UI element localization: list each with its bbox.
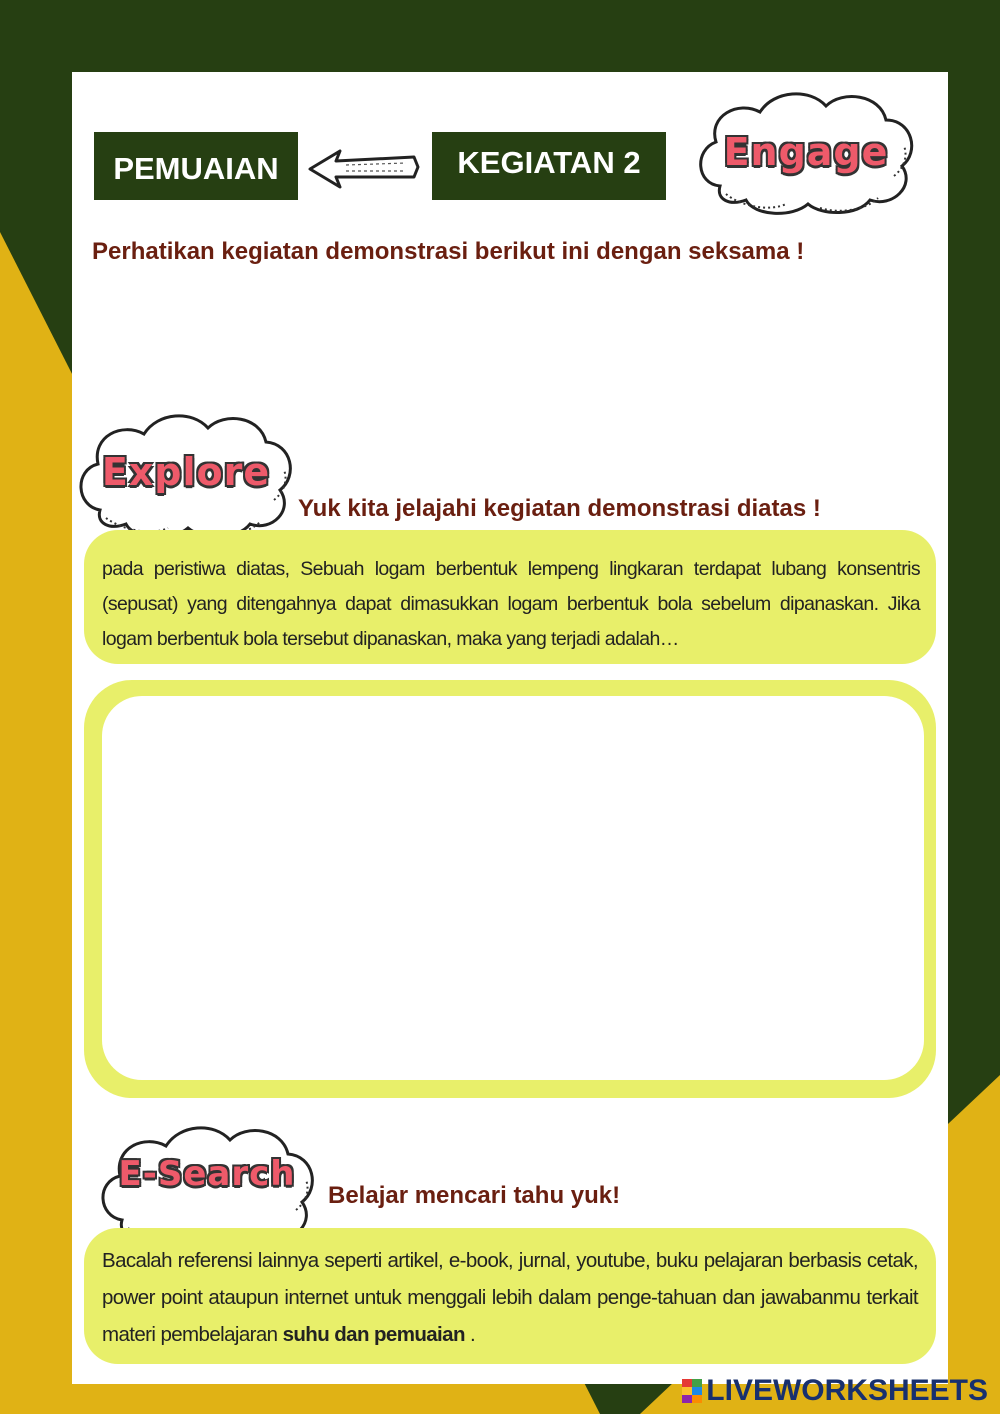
topic-tag: [94, 132, 298, 200]
answer-textarea[interactable]: [102, 696, 924, 1080]
esearch-body-end: .: [464, 1323, 476, 1346]
engage-label: Engage: [723, 130, 889, 174]
esearch-heading: Belajar mencari tahu yuk!: [328, 1182, 621, 1209]
explore-cloud-badge: [72, 408, 300, 542]
esearch-info-box: [84, 1228, 936, 1364]
engage-cloud-badge: [690, 86, 922, 218]
intro-instruction: Perhatikan kegiatan demonstrasi berikut ini dengan seksama !: [92, 238, 805, 265]
activity-tag: [432, 132, 666, 200]
explore-label: Explore: [101, 450, 271, 494]
esearch-label: E-Search: [118, 1154, 296, 1194]
liveworksheets-watermark[interactable]: [682, 1374, 988, 1408]
explore-question-box: [84, 530, 936, 664]
topic-tag-label: PEMUAIAN: [113, 151, 279, 186]
arrow-left-icon: [306, 145, 422, 193]
liveworksheets-logo-icon: [682, 1379, 702, 1403]
esearch-body-bold: suhu dan pemuaian: [282, 1323, 465, 1346]
watermark-text: LIVEWORKSHEETS: [706, 1374, 988, 1407]
activity-tag-label: KEGIATAN 2: [457, 145, 641, 180]
esearch-body-text: Bacalah referensi lainnya seperti artikel, e-book, jurnal, youtube, buku pelajaran berbasis cetak, power point ataupun internet untuk menggali lebih dalam penge-tahuan dan jawabanmu terkait materi pembelajaran: [102, 1249, 918, 1346]
explore-heading: Yuk kita jelajahi kegiatan demonstrasi diatas !: [298, 495, 821, 522]
explore-question-text: pada peristiwa diatas, Sebuah logam berbentuk lempeng lingkaran terdapat lubang konsentris (sepusat) yang ditengahnya dapat dimasukkan logam berbentuk bola sebelum dipanaskan. Jika logam berbentuk bola tersebut dipanaskan, maka yang terjadi adalah…: [102, 558, 920, 650]
esearch-body-paragraph: [102, 1242, 918, 1353]
